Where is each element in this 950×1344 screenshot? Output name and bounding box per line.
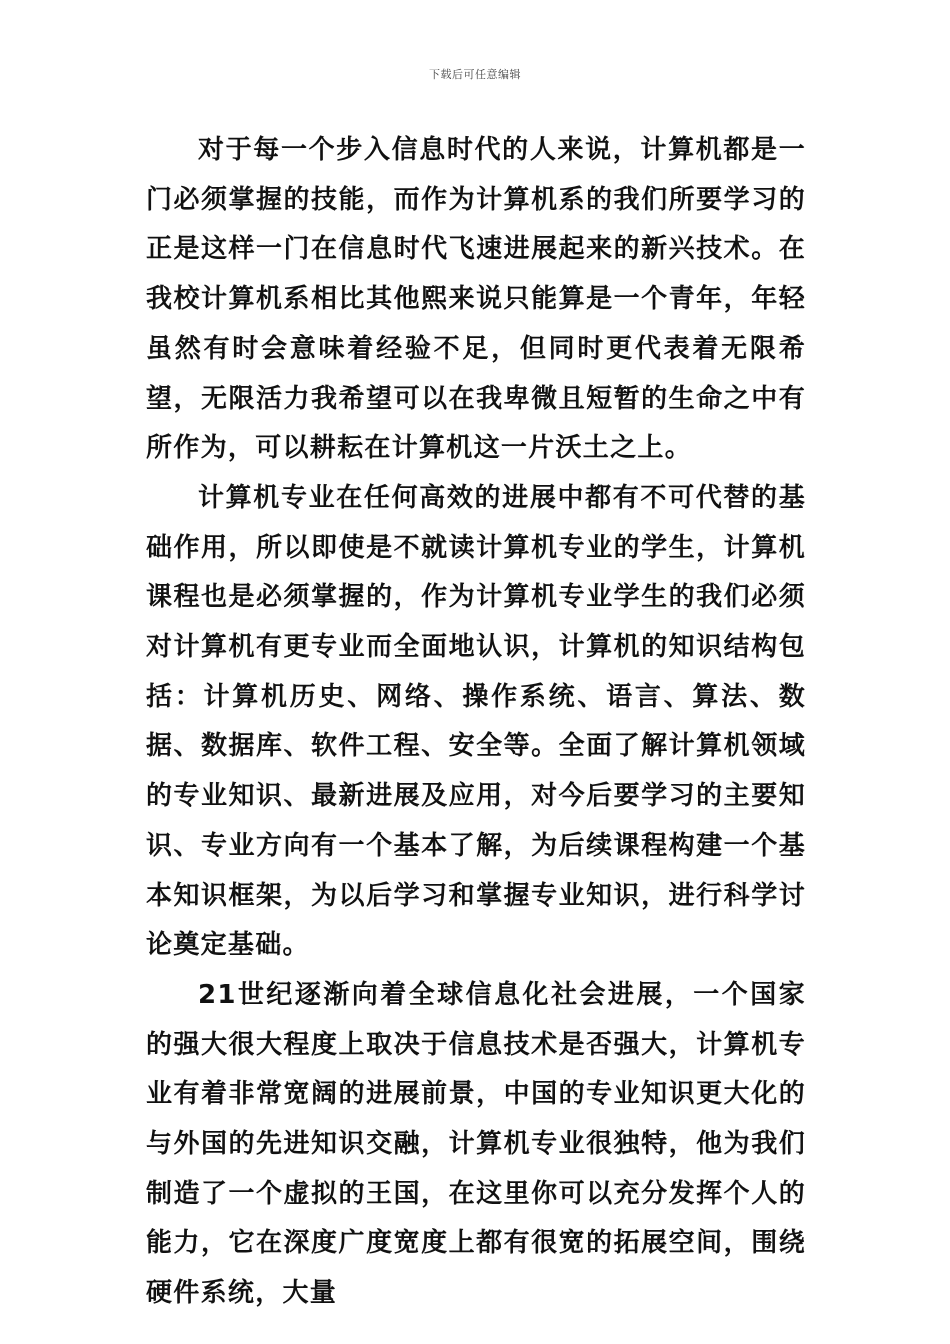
paragraph-1: 对于每一个步入信息时代的人来说，计算机都是一门必须掌握的技能，而作为计算机系的我们所要学习的正是这样一门在信息时代飞速进展起来的新兴技术。在我校计算机系相比其他熙来说只能算是一个青年，年轻虽然有时会意味着经验不足，但同时更代表着无限希望，无限活力我希望可以在我卑微且短暂的生命之中有所作为，可以耕耘在计算机这一片沃土之上。 (146, 135, 806, 464)
document-body (146, 126, 806, 1319)
header-note: 下载后可任意编辑 (429, 68, 521, 81)
paragraph-2: 计算机专业在任何高效的进展中都有不可代替的基础作用，所以即使是不就读计算机专业的学生，计算机课程也是必须掌握的，作为计算机专业学生的我们必须对计算机有更专业而全面地认识，计算机的知识结构包括：计算机历史、网络、操作系统、语言、算法、数据、数据库、软件工程、安全等。全面了解计算机领域的专业知识、最新进展及应用，对今后要学习的主要知识、专业方向有一个基本了解，为后续课程构建一个基本知识框架，为以后学习和掌握专业知识，进行科学讨论奠定基础。 (146, 482, 806, 961)
paragraph-3: 21世纪逐渐向着全球信息化社会进展，一个国家的强大很大程度上取决于信息技术是否强大，计算机专业有着非常宽阔的进展前景，中国的专业知识更大化的与外国的先进知识交融，计算机专业很独特，他为我们制造了一个虚拟的王国，在这里你可以充分发挥个人的能力，它在深度广度宽度上都有很宽的拓展空间，围绕硬件系统，大量 (146, 979, 806, 1309)
